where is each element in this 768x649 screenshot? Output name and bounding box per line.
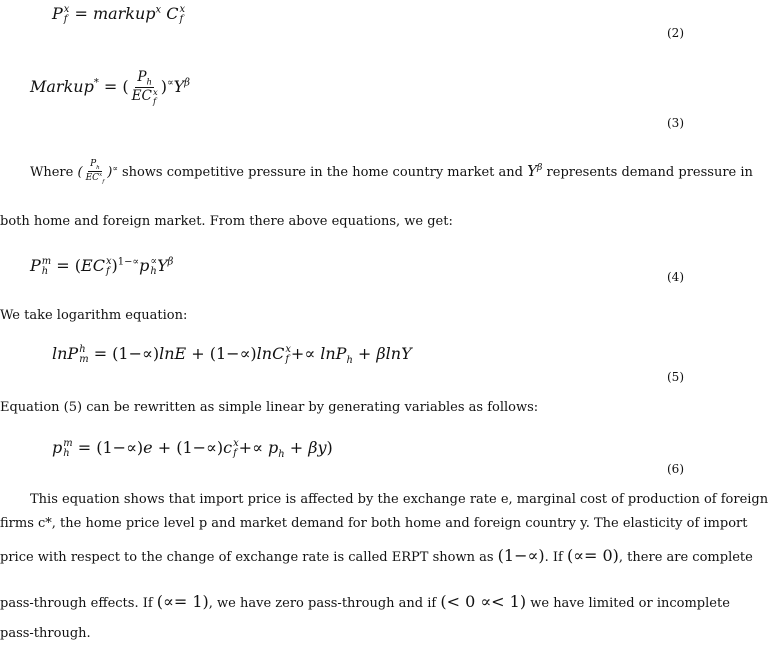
equation-6-number: (6) (667, 462, 684, 476)
equation-6: p m h = (1−∝)e + (1−∝)c x f +∝ $p_h + \beta y$) (52, 437, 333, 461)
paragraph-8: pass-through effects. If (∝= 1), we have zero pass-through and if (< 0 ∝< 1) we have limited or incomplete (0, 592, 730, 611)
equation-5: lnP h m = (1−∝)lnE + (1−∝)lnC x f +∝ lnP$_h$ + βlnY (52, 343, 412, 367)
equation-5-number: (5) (667, 370, 684, 384)
equation-2: P x f = markup$^x$ C x f (52, 3, 186, 25)
equation-2-number: (2) (667, 26, 684, 40)
equation-3: Markup* = ( $P_h$ EC x f )$^\propto Y^\beta$ (30, 69, 190, 106)
equation-4-number: (4) (667, 270, 684, 284)
equation-3-number: (3) (667, 116, 684, 130)
paragraph-7: price with respect to the change of exchange rate is called ERPT shown as (1−∝). If (∝= 0), there are complete (0, 546, 753, 565)
alpha-range-expression: (< 0 ∝< 1) (440, 592, 527, 611)
equation-4: P m h = (EC x f )$^{1-\propto}$p ∝ h $Y^\beta$ (30, 255, 174, 277)
alpha-zero-expression: (∝= 0) (566, 546, 619, 565)
paragraph-5: This equation shows that import price is affected by the exchange rate e, marginal cost of production of foreign (30, 492, 768, 507)
paragraph-1: Where ( $\frac{P_h}{EC^x_f}$ )∝ shows competitive pressure in the home country market and $Y^\beta$ represents demand pressure in (30, 159, 753, 185)
paragraph-2: both home and foreign market. From there above equations, we get: (0, 214, 453, 229)
paragraph-4: Equation (5) can be rewritten as simple linear by generating variables as follows: (0, 400, 539, 415)
paragraph-9: pass-through. (0, 626, 91, 641)
erpt-expression: (1−∝) (497, 546, 545, 565)
alpha-one-expression: (∝= 1) (156, 592, 209, 611)
paragraph-3: We take logarithm equation: (0, 308, 188, 323)
paragraph-6: firms c*, the home price level p and market demand for both home and foreign country y. The elasticity of import (0, 516, 748, 531)
